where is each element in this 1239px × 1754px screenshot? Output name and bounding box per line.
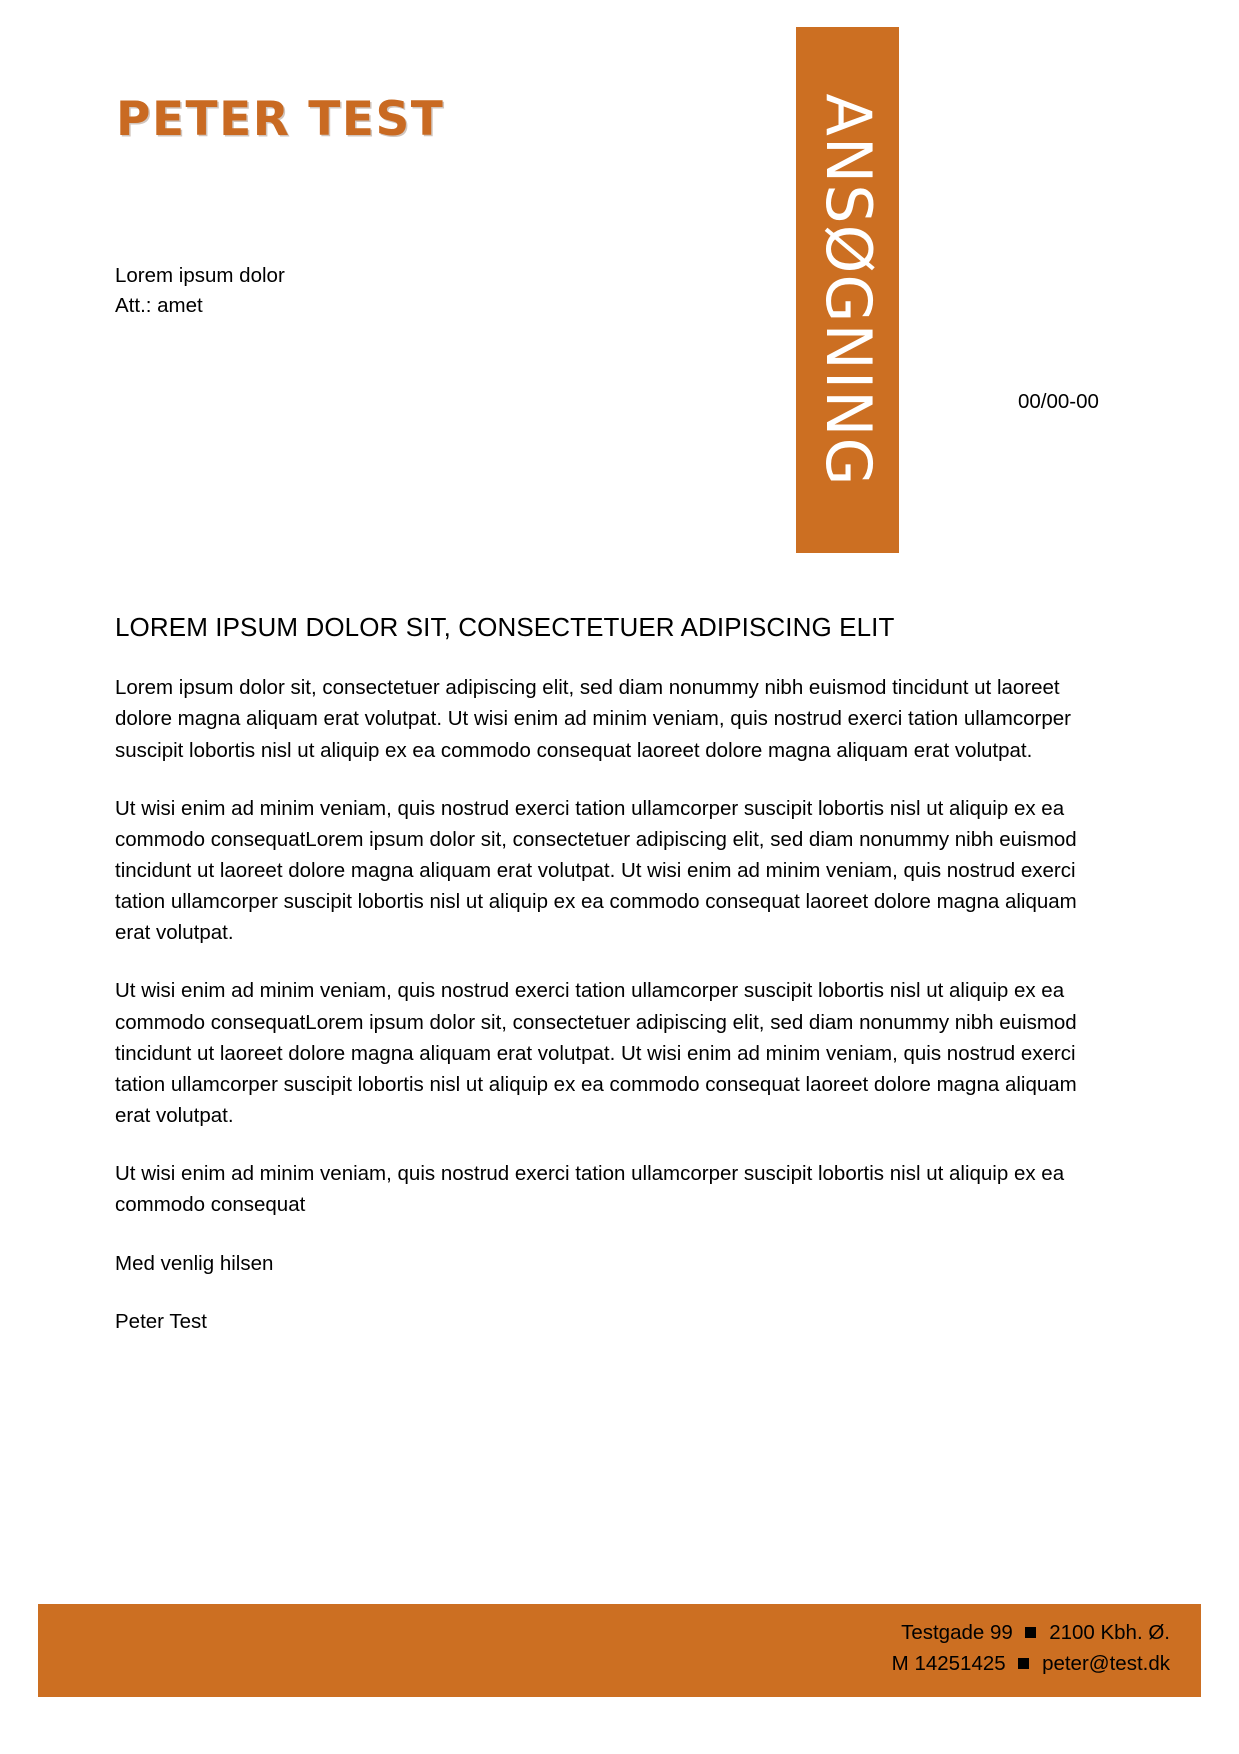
footer-email: peter@test.dk: [1042, 1651, 1170, 1675]
footer-city: 2100 Kbh. Ø.: [1049, 1621, 1170, 1644]
document-type-label: ANSØGNING: [811, 93, 885, 487]
letter-paragraph: Lorem ipsum dolor sit, consectetuer adipiscing elit, sed diam nonummy nibh euismod tincidunt ut laoreet dolore magna aliquam erat volutpat. Ut wisi enim ad minim veniam, quis nostrud exerci tation ullamcorper suscipit lobortis nisl ut aliquip ex ea commodo consequat laoreet dolore magna aliquam erat volutpat.: [115, 676, 1071, 762]
letter-body: [115, 612, 1080, 1337]
square-bullet-icon: [1025, 1627, 1036, 1638]
letter-signature: Peter Test: [115, 1309, 207, 1333]
recipient-attention: Att.: amet: [115, 293, 203, 317]
document-type-banner: [796, 27, 899, 553]
footer-contact-info: [892, 1618, 1170, 1680]
footer-street: Testgade 99: [901, 1621, 1013, 1644]
footer-bar: [38, 1604, 1201, 1697]
letter-heading: LOREM IPSUM DOLOR SIT, CONSECTETUER ADIPISCING ELIT: [115, 612, 895, 642]
page-title: PETER TEST: [116, 92, 445, 147]
footer-address-line: [892, 1618, 1170, 1649]
letter-closing: Med venlig hilsen: [115, 1251, 274, 1275]
recipient-name: Lorem ipsum dolor: [115, 264, 285, 287]
recipient-address-block: [115, 261, 285, 320]
square-bullet-icon: [1018, 1658, 1029, 1669]
footer-contact-line: [892, 1649, 1170, 1680]
letter-paragraph: Ut wisi enim ad minim veniam, quis nostrud exerci tation ullamcorper suscipit lobortis nisl ut aliquip ex ea commodo consequatLorem ipsum dolor sit, consectetuer adipiscing elit, sed diam nonummy nibh euismod tincidunt ut laoreet dolore magna aliquam erat volutpat. Ut wisi enim ad minim veniam, quis nostrud exerci tation ullamcorper suscipit lobortis nisl ut aliquip ex ea commodo consequat laoreet dolore magna aliquam erat volutpat.: [115, 796, 1077, 945]
footer-phone: M 14251425: [891, 1651, 1006, 1675]
letter-date: 00/00-00: [1018, 390, 1099, 413]
letter-paragraph: Ut wisi enim ad minim veniam, quis nostrud exerci tation ullamcorper suscipit lobortis nisl ut aliquip ex ea commodo consequatLorem ipsum dolor sit, consectetuer adipiscing elit, sed diam nonummy nibh euismod tincidunt ut laoreet dolore magna aliquam erat volutpat. Ut wisi enim ad minim veniam, quis nostrud exerci tation ullamcorper suscipit lobortis nisl ut aliquip ex ea commodo consequat laoreet dolore magna aliquam erat volutpat.: [115, 979, 1077, 1128]
letter-paragraph: Ut wisi enim ad minim veniam, quis nostrud exerci tation ullamcorper suscipit lobortis nisl ut aliquip ex ea commodo consequat: [115, 1162, 1065, 1217]
